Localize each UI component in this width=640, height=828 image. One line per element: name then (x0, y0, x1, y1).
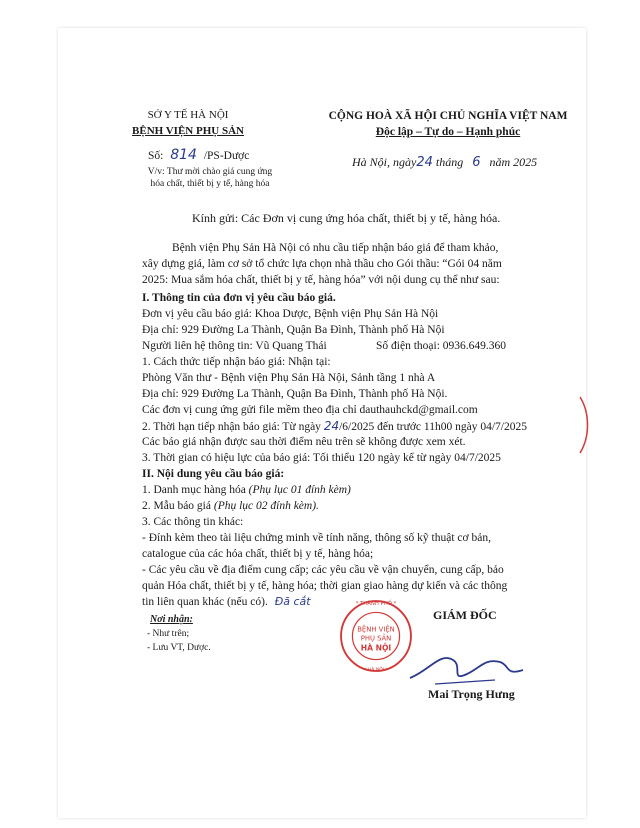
intro-line-3: 2025: Mua sắm hóa chất, thiết bị y tế, hàng hóa” với nội dung cụ thể như sau: (142, 274, 500, 286)
date-month-label: tháng (435, 155, 464, 169)
item-3: 3. Các thông tin khác: (142, 516, 244, 528)
handwritten-note: Đã cắt (274, 595, 311, 608)
deadline-suffix: /6/2025 đến trước 11h00 ngày 04/7/2025 (339, 421, 527, 433)
unit-address: Địa chỉ: 929 Đường La Thành, Quận Ba Đình, Thành phố Hà Nội (142, 324, 445, 336)
motto: Độc lập – Tự do – Hạnh phúc (375, 126, 521, 138)
document-number (148, 147, 249, 163)
svg-text:* THÀNH PHỐ *: * THÀNH PHỐ * (355, 600, 397, 607)
date-prefix: Hà Nội, ngày (352, 155, 417, 169)
subject-line-2: hóa chất, thiết bị y tế, hàng hóa (150, 179, 270, 189)
bullet-2-line-1: - Các yêu cầu về địa điểm cung cấp; các yêu cầu về vận chuyển, cung cấp, bảo (142, 564, 504, 576)
item-2 (142, 498, 319, 514)
issue-date (352, 155, 537, 170)
bullet-1-line-2: catalogue của các hóa chất, thiết bị y tế, hàng hóa; (142, 548, 374, 560)
recipient-line: Kính gửi: Các Đơn vị cung ứng hóa chất, thiết bị y tế, hàng hóa. (192, 211, 501, 225)
nation-title: CỘNG HOÀ XÃ HỘI CHỦ NGHĨA VIỆT NAM (328, 110, 568, 122)
director-signature (405, 640, 525, 690)
validity: 3. Thời gian có hiệu lực của báo giá: Tối thiểu 120 ngày kể từ ngày 04/7/2025 (142, 452, 501, 464)
contact-person: Người liên hệ thông tin: Vũ Quang Thái (142, 340, 327, 352)
receiving-office: Phòng Văn thư - Bệnh viện Phụ Sản Hà Nội, Sảnh tầng 1 nhà A (142, 372, 436, 384)
number-suffix: /PS-Dược (203, 150, 250, 162)
contact-phone: Số điện thoại: 0936.649.360 (376, 340, 507, 352)
item-2-label: 2. Mẫu báo giá (142, 500, 214, 512)
header-left (118, 107, 258, 139)
recipient-1: - Như trên; (147, 629, 190, 639)
intro-line-1: Bệnh viện Phụ Sản Hà Nội có nhu cầu tiếp nhận báo giá để tham khảo, (172, 242, 499, 254)
date-day: 24 (416, 155, 433, 170)
email-instruction: Các đơn vị cung ứng gửi file mềm theo địa chỉ dauthauhckd@gmail.com (142, 404, 478, 416)
date-year: năm 2025 (489, 155, 538, 169)
hospital-name: BỆNH VIỆN PHỤ SẢN (132, 125, 244, 137)
director-name: Mai Trọng Hưng (428, 687, 515, 701)
svg-text:HÀ NỘI: HÀ NỘI (360, 643, 392, 653)
item-1-label: 1. Danh mục hàng hóa (142, 484, 249, 496)
number-prefix: Số: (148, 150, 164, 162)
page-edge-stamp-icon (578, 395, 592, 455)
receiving-method: 1. Cách thức tiếp nhận báo giá: Nhận tại: (142, 356, 331, 368)
date-month: 6 (472, 155, 481, 170)
receiving-address: Địa chỉ: 929 Đường La Thành, Quận Ba Đình, Thành phố Hà Nội. (142, 388, 448, 400)
bullet-2-line-3 (142, 594, 311, 610)
official-stamp (338, 598, 414, 674)
subject (140, 166, 280, 190)
recipients-title: Nơi nhận: (150, 614, 193, 625)
item-1 (142, 482, 351, 498)
subject-line-1: V/v: Thư mời chào giá cung ứng (147, 167, 273, 177)
number-handwritten: 814 (170, 147, 197, 163)
stamp-ring-icon (341, 599, 411, 673)
deadline-prefix: 2. Thời hạn tiếp nhận báo giá: Từ ngày (142, 421, 321, 433)
deadline (142, 418, 527, 435)
requesting-unit: Đơn vị yêu cầu báo giá: Khoa Dược, Bệnh viện Phụ Sản Hà Nội (142, 308, 439, 320)
deadline-day: 24 (323, 419, 340, 433)
item-2-note: (Phụ lục 02 đính kèm). (213, 500, 319, 512)
ministry-name: SỞ Y TẾ HÀ NỘI (147, 109, 229, 121)
late-note: Các báo giá nhận được sau thời điểm nêu trên sẽ không được xem xét. (142, 436, 466, 448)
svg-text:* HÀ NỘI *: * HÀ NỘI * (364, 667, 388, 673)
bullet-2-line-2: quản Hóa chất, thiết bị y tế, hàng hóa; thời gian giao hàng dự kiến và các thông (142, 580, 508, 592)
svg-text:BỆNH VIỆN: BỆNH VIỆN (357, 625, 395, 634)
bullet-2-line-3-text: tin liên quan khác (nếu có). (142, 596, 268, 608)
section-2-title: II. Nội dung yêu cầu báo giá: (142, 468, 285, 480)
bullet-1-line-1: - Đính kèm theo tài liệu chứng minh về tính năng, thông số kỹ thuật cơ bản, (142, 532, 491, 544)
section-1-title: I. Thông tin của đơn vị yêu cầu báo giá. (142, 292, 336, 304)
director-title: GIÁM ĐỐC (433, 608, 497, 622)
header-right (328, 108, 568, 140)
item-1-note: (Phụ lục 01 đính kèm) (248, 484, 351, 496)
intro-line-2: xây dựng giá, làm cơ sở tổ chức lựa chọn nhà thầu cho Gói thầu: “Gói 04 năm (142, 258, 502, 270)
svg-text:PHỤ SẢN: PHỤ SẢN (360, 634, 392, 643)
recipient-2: - Lưu VT, Dược. (147, 643, 211, 653)
